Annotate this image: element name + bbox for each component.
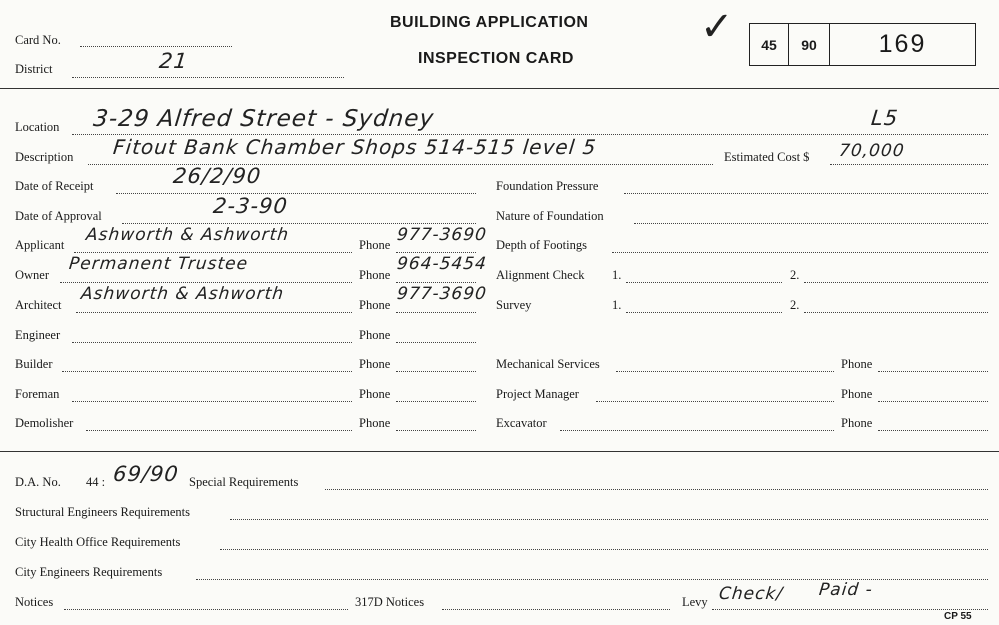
card-no-label: Card No. xyxy=(15,33,61,47)
architect-phone: 977-3690 xyxy=(396,284,488,304)
applicant-phone: 977-3690 xyxy=(396,225,488,245)
levy-line xyxy=(712,609,988,610)
alignment-line2 xyxy=(804,282,988,283)
engineer-label: Engineer xyxy=(15,328,61,342)
mechanical-line xyxy=(616,371,834,372)
box-number: 169 xyxy=(878,30,927,58)
divider-middle xyxy=(0,451,999,452)
builder-label: Builder xyxy=(15,357,53,371)
foreman-phone-line xyxy=(396,401,476,402)
special-line xyxy=(325,489,988,490)
demolisher-phone-label: Phone xyxy=(359,416,391,430)
foundation-pressure-label: Foundation Pressure xyxy=(496,179,599,193)
city-engineers-label: City Engineers Requirements xyxy=(15,565,163,579)
architect-line xyxy=(76,312,352,313)
description-label: Description xyxy=(15,150,74,164)
estimated-cost-value: 70,000 xyxy=(838,141,906,161)
structural-label: Structural Engineers Requirements xyxy=(15,505,190,519)
alignment-line1 xyxy=(626,282,782,283)
alignment-num1: 1. xyxy=(612,268,622,282)
foundation-pressure-line xyxy=(624,193,988,194)
notices-317d-label: 317D Notices xyxy=(355,595,425,609)
district-value: 21 xyxy=(158,49,190,73)
depth-footings-label: Depth of Footings xyxy=(496,238,587,252)
foreman-label: Foreman xyxy=(15,387,60,401)
excavator-phone-label: Phone xyxy=(841,416,873,430)
mechanical-phone-label: Phone xyxy=(841,357,873,371)
paid-value: Paid - xyxy=(818,580,874,600)
da-value: 69/90 xyxy=(112,462,181,486)
date-approval-line xyxy=(122,223,476,224)
demolisher-line xyxy=(86,430,352,431)
engineer-phone-line xyxy=(396,342,476,343)
builder-phone-line xyxy=(396,371,476,372)
card-number-box xyxy=(749,23,976,66)
applicant-phone-line xyxy=(396,252,476,253)
date-receipt-line xyxy=(116,193,476,194)
builder-line xyxy=(62,371,352,372)
levy-value: Check/ xyxy=(718,584,785,604)
estimated-cost-line xyxy=(830,164,988,165)
engineer-line xyxy=(72,342,352,343)
notices-label: Notices xyxy=(15,595,54,609)
date-receipt-label: Date of Receipt xyxy=(15,179,94,193)
owner-label: Owner xyxy=(15,268,50,282)
levy-label: Levy xyxy=(682,595,708,609)
excavator-phone-line xyxy=(878,430,988,431)
date-approval-label: Date of Approval xyxy=(15,209,102,223)
project-manager-line xyxy=(596,401,834,402)
box-left: 45 xyxy=(750,24,789,65)
demolisher-label: Demolisher xyxy=(15,416,74,430)
mechanical-label: Mechanical Services xyxy=(496,357,600,371)
estimated-cost-label: Estimated Cost $ xyxy=(724,150,810,164)
health-label: City Health Office Requirements xyxy=(15,535,181,549)
da-prefix: 44 : xyxy=(86,475,106,489)
builder-phone-label: Phone xyxy=(359,357,391,371)
architect-label: Architect xyxy=(15,298,62,312)
engineer-phone-label: Phone xyxy=(359,328,391,342)
district-label: District xyxy=(15,62,53,76)
owner-phone-line xyxy=(396,282,476,283)
date-receipt-value: 26/2/90 xyxy=(172,164,263,188)
location-label: Location xyxy=(15,120,60,134)
owner-phone-label: Phone xyxy=(359,268,391,282)
survey-line1 xyxy=(626,312,782,313)
special-label: Special Requirements xyxy=(189,475,299,489)
owner-line xyxy=(60,282,352,283)
health-line xyxy=(220,549,988,550)
owner-phone: 964-5454 xyxy=(396,254,488,274)
divider-top xyxy=(0,88,999,89)
district-line xyxy=(72,77,344,78)
foreman-line xyxy=(72,401,352,402)
date-approval-value: 2-3-90 xyxy=(212,194,290,218)
applicant-phone-label: Phone xyxy=(359,238,391,252)
card-code: CP 55 xyxy=(944,611,972,622)
notices-317d-line xyxy=(442,609,670,610)
survey-num2: 2. xyxy=(790,298,800,312)
card-no-line xyxy=(80,46,232,47)
location-note: L5 xyxy=(870,106,900,130)
applicant-label: Applicant xyxy=(15,238,65,252)
depth-footings-line xyxy=(612,252,988,253)
nature-foundation-label: Nature of Foundation xyxy=(496,209,604,223)
survey-num1: 1. xyxy=(612,298,622,312)
alignment-num2: 2. xyxy=(790,268,800,282)
structural-line xyxy=(230,519,988,520)
description-value: Fitout Bank Chamber Shops 514-515 level 5 xyxy=(112,135,598,159)
location-value: 3-29 Alfred Street - Sydney xyxy=(92,106,436,132)
check-mark-icon: ✓ xyxy=(700,4,734,50)
notices-line xyxy=(64,609,348,610)
architect-value: Ashworth & Ashworth xyxy=(80,284,286,304)
architect-phone-line xyxy=(396,312,476,313)
foreman-phone-label: Phone xyxy=(359,387,391,401)
applicant-line xyxy=(74,252,352,253)
mechanical-phone-line xyxy=(878,371,988,372)
demolisher-phone-line xyxy=(396,430,476,431)
survey-line2 xyxy=(804,312,988,313)
project-manager-phone-line xyxy=(878,401,988,402)
architect-phone-label: Phone xyxy=(359,298,391,312)
title-line2: INSPECTION CARD xyxy=(418,50,574,67)
project-manager-phone-label: Phone xyxy=(841,387,873,401)
applicant-value: Ashworth & Ashworth xyxy=(85,225,291,245)
owner-value: Permanent Trustee xyxy=(68,254,250,274)
excavator-line xyxy=(560,430,834,431)
alignment-check-label: Alignment Check xyxy=(496,268,585,282)
survey-label: Survey xyxy=(496,298,532,312)
nature-foundation-line xyxy=(634,223,988,224)
title-line1: BUILDING APPLICATION xyxy=(390,14,589,31)
project-manager-label: Project Manager xyxy=(496,387,579,401)
box-mid: 90 xyxy=(789,24,830,65)
excavator-label: Excavator xyxy=(496,416,547,430)
da-label: D.A. No. xyxy=(15,475,61,489)
